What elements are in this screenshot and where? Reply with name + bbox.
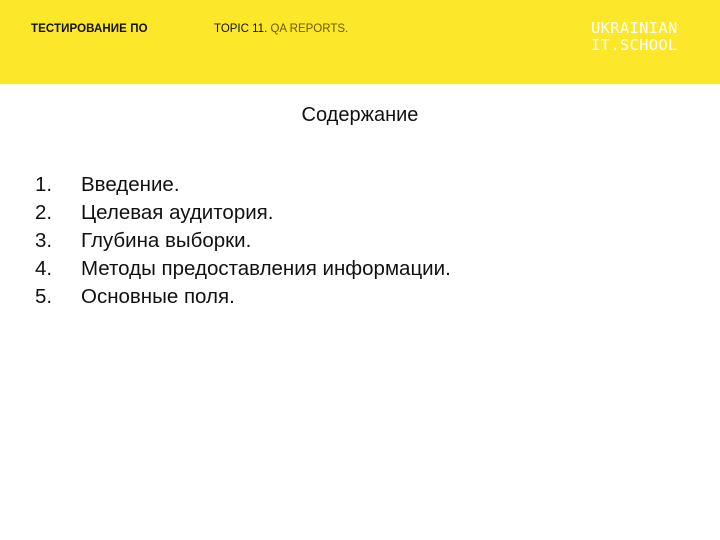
list-item-number: 1. xyxy=(35,173,53,196)
list-item-text: Введение. xyxy=(81,173,180,196)
slide-title xyxy=(0,104,720,127)
list-item-text: Методы предоставления информации. xyxy=(81,257,451,280)
list-item-text: Глубина выборки. xyxy=(81,229,252,252)
list-item xyxy=(35,283,451,311)
topic-name: QA REPORTS. xyxy=(270,23,349,35)
course-label: ТЕСТИРОВАНИЕ ПО xyxy=(31,23,148,35)
list-item xyxy=(35,199,451,227)
list-item-number: 4. xyxy=(35,257,53,280)
list-item-text: Основные поля. xyxy=(81,285,235,308)
list-item xyxy=(35,227,451,255)
header-bar xyxy=(0,0,720,84)
topic-label xyxy=(214,23,348,35)
slide-title-text: Содержание xyxy=(301,104,419,126)
list-item xyxy=(35,255,451,283)
logo-line-1: UKRAINIAN xyxy=(591,19,678,37)
list-item-number: 5. xyxy=(35,285,53,308)
list-item-number: 2. xyxy=(35,201,53,224)
list-item xyxy=(35,171,451,199)
contents-list xyxy=(35,171,451,311)
list-item-number: 3. xyxy=(35,229,53,252)
school-logo xyxy=(591,20,701,54)
logo-line-2: IT.SCHOOL xyxy=(591,36,678,54)
topic-number: TOPIC 11. xyxy=(214,23,271,35)
list-item-text: Целевая аудитория. xyxy=(81,201,274,224)
